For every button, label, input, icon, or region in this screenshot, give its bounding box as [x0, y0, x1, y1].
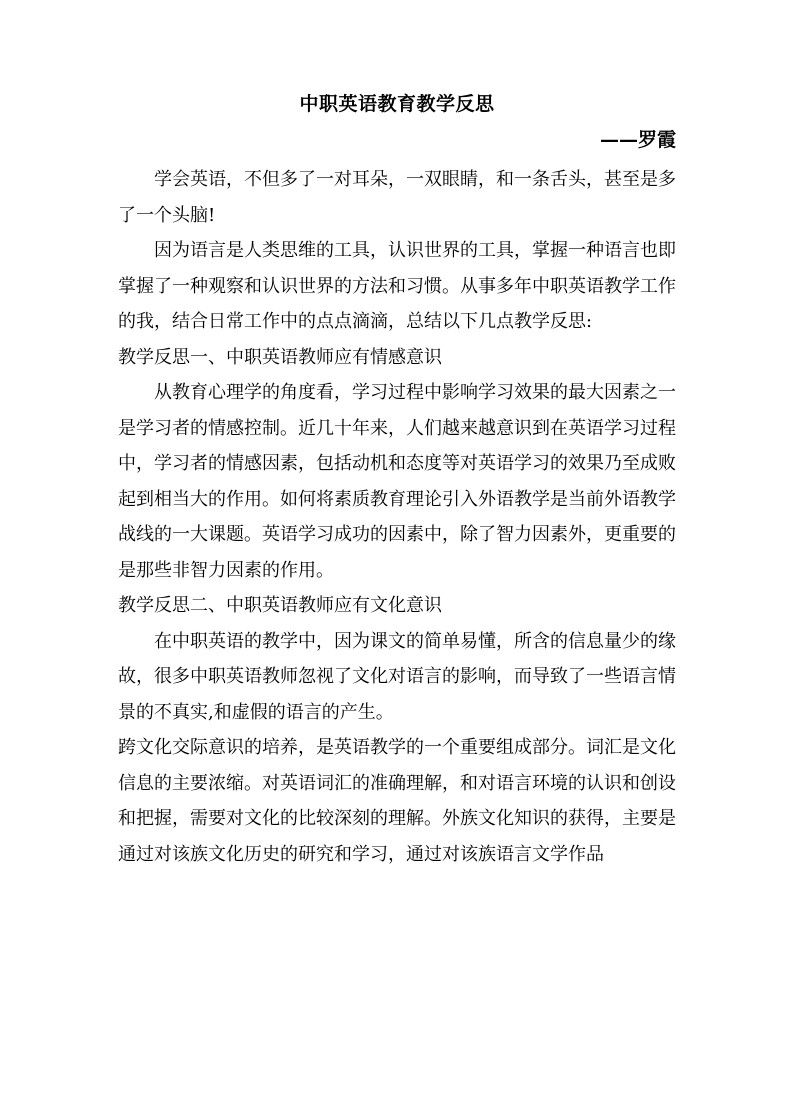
- paragraph: 跨文化交际意识的培养，是英语教学的一个重要组成部分。词汇是文化信息的主要浓缩。对英语词汇的准确理解，和对语言环境的认识和创设和把握，需要对文化的比较深刻的理解。外族文化知识的获得，主要是通过对该族文化历史的研究和学习，通过对该族语言文学作品: [118, 737, 676, 865]
- section-heading: 教学反思一、中职英语教师应有情感意识: [118, 346, 442, 368]
- paragraph: 从教育心理学的角度看，学习过程中影响学习效果的最大因素之一是学习者的情感控制。近几十年来，人们越来越意识到在英语学习过程中，学习者的情感因素，包括动机和态度等对英语学习的效果乃至成败起到相当大的作用。如何将素质教育理论引入外语教学是当前外语教学战线的一大课题。英语学习成功的因素中，除了智力因素外，更重要的是那些非智力因素的作用。: [118, 382, 676, 581]
- paragraph: 在中职英语的教学中，因为课文的简单易懂，所含的信息量少的缘故，很多中职英语教师忽视了文化对语言的影响，而导致了一些语言情景的不真实,和虚假的语言的产生。: [118, 630, 676, 723]
- document-title: 中职英语教育教学反思: [299, 93, 495, 115]
- document-author: ——罗霞: [599, 129, 676, 151]
- paragraph: 因为语言是人类思维的工具，认识世界的工具，掌握一种语言也即掌握了一种观察和认识世界的方法和习惯。从事多年中职英语教学工作的我，结合日常工作中的点点滴滴，总结以下几点教学反思:: [118, 240, 676, 332]
- document-body: [118, 88, 676, 872]
- paragraph: 学会英语，不但多了一对耳朵，一双眼睛，和一条舌头，甚至是多了一个头脑!: [118, 169, 676, 226]
- section-heading: 教学反思二、中职英语教师应有文化意识: [118, 595, 442, 616]
